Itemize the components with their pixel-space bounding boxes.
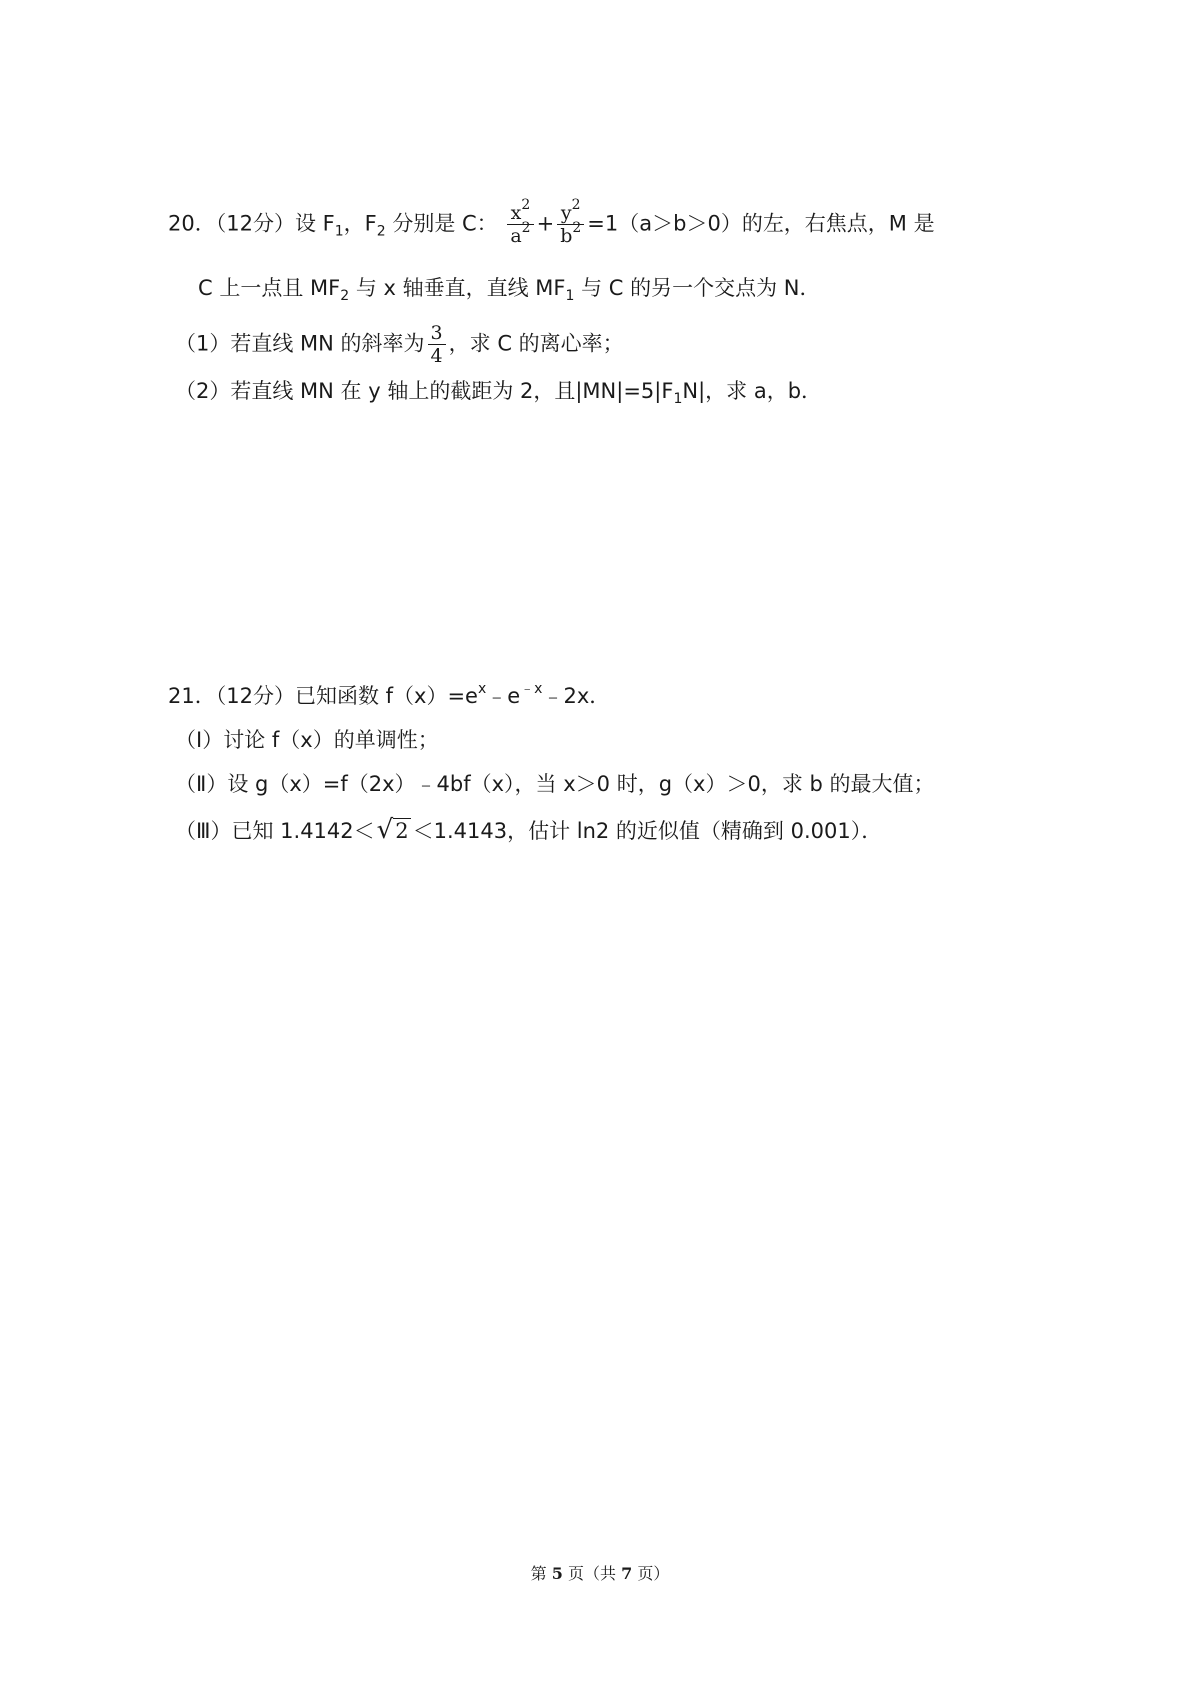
mf1-subscript: 1 bbox=[565, 288, 575, 304]
q21-part3-a: （Ⅲ）已知 1.4142＜ bbox=[175, 819, 375, 843]
frac-x-num: x bbox=[510, 202, 522, 224]
page-total: 7 bbox=[621, 1564, 633, 1583]
q21-part3-b: ＜1.4143，估计 ln2 的近似值（精确到 0.001）． bbox=[412, 819, 883, 843]
page-footer bbox=[0, 1561, 1200, 1584]
frac-x-num-sup: 2 bbox=[521, 197, 531, 213]
q20-part1-a: （1）若直线 MN 的斜率为 bbox=[175, 331, 425, 356]
plus-sign: + bbox=[536, 211, 555, 236]
frac-y-den-sup: 2 bbox=[572, 220, 582, 236]
f1-subscript: 1 bbox=[334, 223, 344, 240]
radicand: 2 bbox=[395, 819, 409, 843]
mf2-subscript: 2 bbox=[340, 288, 350, 304]
q21-lead: 21．（12分）已知函数 f（x）=e bbox=[168, 684, 478, 708]
q21-stem bbox=[168, 681, 610, 711]
page-number: 5 bbox=[551, 1564, 563, 1583]
footer-post: 页） bbox=[632, 1564, 670, 1583]
q21-part3 bbox=[175, 815, 882, 846]
q21-tail: ﹣2x． bbox=[542, 684, 611, 708]
q20-separator: ，F bbox=[343, 211, 377, 236]
q21-part2: （Ⅱ）设 g（x）=f（2x）﹣4bf（x），当 x＞0 时，g（x）＞0，求 b 的最大值； bbox=[175, 772, 935, 796]
frac-x-den: a bbox=[510, 225, 522, 247]
q20-line2-b: 与 x 轴垂直，直线 MF bbox=[349, 276, 566, 300]
exp-neg-x-sup: ﹣x bbox=[520, 681, 543, 697]
q20-line2-c: 与 C 的另一个交点为 N． bbox=[574, 276, 821, 300]
slope-fraction bbox=[428, 322, 446, 367]
slope-den: 4 bbox=[430, 345, 443, 367]
q21-part1: （Ⅰ）讨论 f（x）的单调性； bbox=[175, 728, 439, 752]
footer-mid: 页（共 bbox=[562, 1564, 622, 1583]
q20-part2-b: N|，求 a，b． bbox=[682, 379, 823, 403]
exp-x-sup: x bbox=[477, 681, 487, 697]
q20-line2-a: C 上一点且 MF bbox=[198, 276, 341, 300]
f2-subscript: 2 bbox=[376, 223, 386, 240]
ellipse-frac-x bbox=[507, 197, 533, 247]
q20-part2 bbox=[175, 376, 822, 406]
sqrt-2 bbox=[377, 815, 411, 846]
q20-tail1: 分别是 C： bbox=[385, 211, 498, 236]
q20-stem-line2 bbox=[198, 273, 820, 303]
q20-tail2: =1（a＞b＞0）的左，右焦点，M 是 bbox=[587, 211, 935, 236]
f1-subscript: 1 bbox=[673, 391, 683, 407]
q21-mid: ﹣e bbox=[486, 684, 521, 708]
q20-stem-line1 bbox=[168, 197, 935, 247]
frac-x-den-sup: 2 bbox=[521, 220, 531, 236]
frac-y-num: y bbox=[560, 202, 572, 224]
q20-part1 bbox=[175, 322, 624, 367]
q20-lead: 20．（12分）设 F bbox=[168, 211, 335, 236]
q20-part1-b: ，求 C 的离心率； bbox=[448, 331, 624, 356]
ellipse-frac-y bbox=[557, 197, 584, 247]
radical-icon: √ bbox=[376, 815, 394, 845]
q20-part2-a: （2）若直线 MN 在 y 轴上的截距为 2，且|MN|=5|F bbox=[175, 379, 674, 403]
footer-pre: 第 bbox=[530, 1564, 552, 1583]
slope-num: 3 bbox=[430, 322, 443, 344]
frac-y-num-sup: 2 bbox=[571, 197, 581, 213]
frac-y-den: b bbox=[560, 225, 573, 247]
